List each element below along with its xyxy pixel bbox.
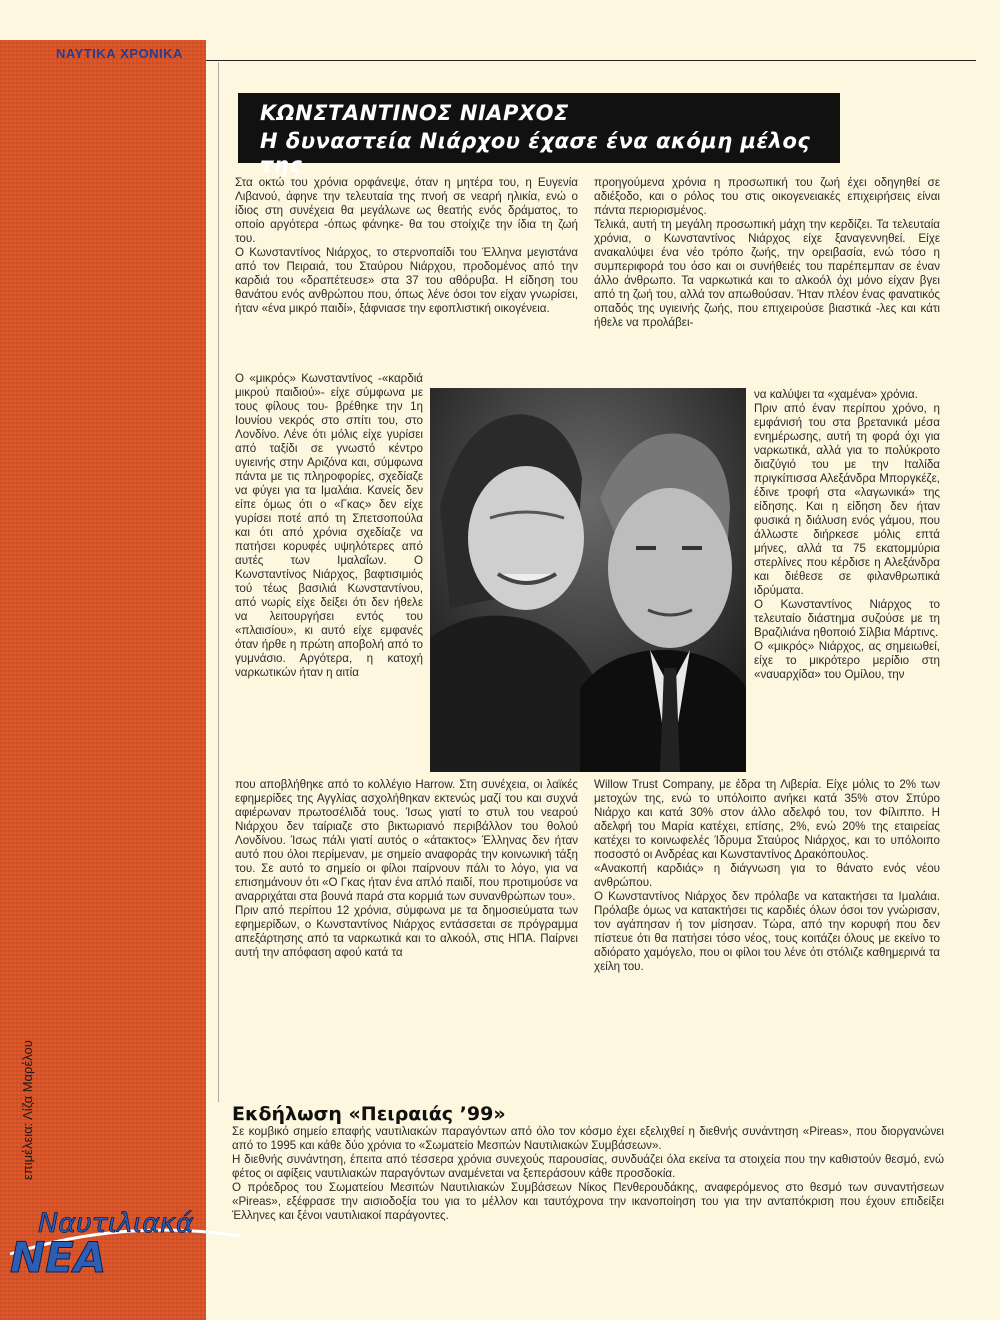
nautiliaka-nea-logo (4, 1198, 244, 1278)
paragraph: να καλύψει τα «χαμένα» χρόνια. (754, 388, 918, 401)
paragraph: Ο Κωνσταντίνος Νιάρχος το τελευταίο διάστημα συζούσε με τη Βραζιλιάνα ηθοποιό Σίλβια Μάρτινς. (754, 598, 940, 639)
event-heading: Εκδήλωση «Πειραιάς ’99» (232, 1103, 506, 1125)
paragraph: Πριν από περίπου 12 χρόνια, σύμφωνα με τα δημοσιεύματα των εφημερίδων, ο Κωνσταντίνος Νιάρχος εντάσσεται σε πρόγραμμα απεξάρτησης από τα ναρκωτικά και το αλκοόλ, στις ΗΠΑ. Παίρνει αυτή την απόφαση αφού κατά τα (235, 904, 578, 959)
paragraph: Ο «μικρός» Νιάρχος, ας σημειωθεί, είχε το μικρότερο μερίδιο στη «ναυαρχίδα» του Ομίλου, την (754, 640, 940, 681)
paragraph: Ο πρόεδρος του Σωματείου Μεσιτών Ναυτιλιακών Συμβάσεων Νίκος Πενθερουδάκης, αναφερόμενος στο θεσμό των συναντήσεων «Pireas», εξέφρασε την αισιοδοξία του για το μέλλον και ταυτόχρονα την ικανοποίηση του για την ανταπόκριση που έχουν επιδείξει Έλληνες και ξένοι ναυτιλιακοί παράγοντες. (232, 1181, 944, 1222)
paragraph: Σε κομβικό σημείο επαφής ναυτιλιακών παραγόντων από όλο τον κόσμο έχει εξελιχθεί η διεθνής συνάντηση «Pireas», που διοργανώνει από το 1995 και κάθε δύο χρόνια το «Σωματείο Μεσιτών Ναυτιλιακών Συμβάσεων». (232, 1125, 944, 1152)
article-title: ΚΩΝΣΤΑΝΤΙΝΟΣ ΝΙΑΡΧΟΣ (260, 101, 569, 125)
paragraph: Ο «μικρός» Κωνσταντίνος -«καρδιά μικρού παιδιού»- είχε σύμφωνα με τους φίλους του- βρέθηκε την 1η Ιουνίου νεκρός στο σπίτι του, στο Λονδίνο. Λένε ότι μόλις είχε γυρίσει από ταξίδι σε γνωστό κέντρο υγιεινής στην Αριζόνα και, σύμφωνα πάντα με τις πληροφορίες, σχεδίαζε να φύγει για τα Ιμαλάια. Κανείς δεν είπε όμως ότι ο «Γκας» δεν είχε γυρίσει ποτέ από τη Σπετσοπούλα και ότι από χρόνια σχεδίαζε να πατήσει κορυφές υψηλότερες από αυτές των Ιμαλαΐων. Ο Κωνσταντίνος Νιάρχος, βαφτισιμιός τού τέως βασιλιά Κωνσταντίνου, από νωρίς είχε δείξει ότι δεν ήθελε να λειτουργήσει εντός του «πλαισίου», κι αυτό είχε εμφανές όταν ήρθε η πρώτη αποβολή από το γυμνάσιο. Αργότερα, η κατοχή ναρκωτικών ήταν η αιτία (235, 372, 423, 679)
paragraph: Τελικά, αυτή τη μεγάλη προσωπική μάχη την κερδίζει. Τα τελευταία χρόνια, ο Κωνσταντίνος Νιάρχος είχε ξαναγεννηθεί. Είχε ανακαλύψει ένα νέο τρόπο ζωής, την ορειβασία, ενώ τόσο η συμπεριφορά του όσο και οι συνήθειές του παρέπεμπαν σε έναν άλλο άνθρωπο. Τα ναρκωτικά και το αλκοόλ όχι μόνο είχαν βγει από τη ζωή του, αλλά τον απωθούσαν. Ήταν πλέον ένας φανατικός οπαδός της υγιεινής ζωής, που επιχειρούσε βιαστικά -λες και κάτι ήθελε να προλάβει- (594, 218, 940, 329)
paragraph: «Ανακοπή καρδιάς» η διάγνωση για το θάνατο ενός νέου ανθρώπου. (594, 862, 940, 889)
paragraph: Στα οκτώ του χρόνια ορφάνεψε, όταν η μητέρα του, η Ευγενία Λιβανού, άφηνε την τελευταία της πνοή σε νεαρή ηλικία, ενώ ο ίδιος στη συνέχεια θα μεγάλωνε ως θεατής ενός δράματος, το οποίο αργότερα -όπως φάνηκε- θα του στοίχιζε την ίδια τη ζωή του. (235, 176, 578, 245)
article-subtitle: Η δυναστεία Νιάρχου έχασε ένα ακόμη μέλος της (260, 129, 811, 177)
paragraph: Ο Κωνσταντίνος Νιάρχος δεν πρόλαβε να κατακτήσει τα Ιμαλάια. Πρόλαβε όμως να κατακτήσει τις καρδιές όλων όσοι τον γνώρισαν, τον αγάπησαν ή τον μίσησαν. Τώρα, από την κορυφή που δεν πίστευε ότι θα πατήσει τόσο νέος, τους κοιτάζει όλους με εκείνο το αδιόρατο χαμόγελο, που οι φίλοι του λένε ότι στόλιζε καθημερινά τα χείλη του. (594, 890, 940, 973)
right-column-top (594, 176, 940, 330)
header-rule (206, 60, 976, 61)
right-column-bottom (594, 778, 940, 974)
article-title-box (238, 93, 840, 177)
niarchos-photo (430, 388, 746, 772)
paragraph: Willow Trust Company, με έδρα τη Λιβερία. Είχε μόλις το 2% των μετοχών της, ενώ το υπόλοιπο ανήκει κατά 35% στον Σπύρο Νιάρχο και κατά 30% στον άλλο αδελφό του, τον Φίλιππο. Η αδελφή του Μαρία κατέχει, επίσης, 2%, ενώ 20% της εταιρείας κατέχει το κοινωφελές Ίδρυμα Σταύρος Νιάρχος, και το υπόλοιπο ποσοστό οι Ανδρέας και Κωνσταντίνος Δρακόπουλος. (594, 778, 940, 861)
event-text (232, 1125, 944, 1223)
paragraph: Ο Κωνσταντίνος Νιάρχος, το στερνοπαίδι του Έλληνα μεγιστάνα από τον Πειραιά, του Σταύρου Νιάρχου, προδομένος από την καρδιά του «δραπέτευσε» στα 37 του αθόρυβα. Η είδηση του θανάτου ενός ανθρώπου που, όπως λένε όσοι τον είχαν γνωρίσει, ήταν «ένα μικρό παιδί», ξάφνιασε την εφοπλιστική οικογένεια. (235, 246, 578, 315)
paragraph: Πριν από έναν περίπου χρόνο, η εμφάνισή του στα βρετανικά μέσα ενημέρωσης, αυτή τη φορά όχι για ναρκωτικά, αλλά για το πολύκροτο διαζύγιό του με την Ιταλίδα πριγκίπισσα Αλεξάνδρα Μποργκέζε, έδινε τροφή στα «λαγωνικά» της είδησης. Και η είδηση δεν ήταν φυσικά η διάλυση ενός γάμου, που άλλωστε διήρκεσε μόλις επτά μήνες, αλλά τα 75 εκατομμύρια στερλίνες που κέρδισε η Αλεξάνδρα και διέθεσε σε φιλανθρωπικά ιδρύματα. (754, 402, 940, 597)
paragraph: που αποβλήθηκε από το κολλέγιο Harrow. Στη συνέχεια, οι λαϊκές εφημερίδες της Αγγλίας ασχολήθηκαν εκτενώς μαζί του και συχνά αφιέρωναν πρωτοσέλιδά τους. Ίσως γιατί το στυλ του νεαρού Νιάρχου δεν ταίριαζε στο βικτωριανό περιβάλλον του θολού Λονδίνου. Ίσως πάλι γιατί αυτός ο «άτακτος» Έλληνας δεν ήταν αυτό που όλοι περίμεναν, με σημείο αναφοράς την κοινωνική τάξη του. Σε αυτό το σημείο οι φίλοι παίρνουν πάλι το λόγο, για να επισημάνουν ότι «Ο Γκας ήταν ένα απλό παιδί, που προτιμούσε να αναρριχάται στα βουνά παρά στα κορμιά των συνανθρώπων του». (235, 778, 578, 903)
left-column-wrap (235, 372, 423, 680)
paragraph: Η διεθνής συνάντηση, έπειτα από τέσσερα χρόνια συνεχούς παρουσίας, συνδυάζει όλα εκείνα τα στοιχεία που την καθιστούν θεσμό, ενώ φέτος οι αφίξεις ναυτιλιακών παραγόντων αναμένεται να ξεπεράσουν κάθε προσδοκία. (232, 1153, 944, 1180)
left-column-bottom (235, 778, 578, 960)
right-column-wrap (754, 388, 940, 682)
column-rule (218, 62, 219, 1102)
logo-word-2: ΝΕΑ (10, 1233, 107, 1278)
paragraph: προηγούμενα χρόνια η προσωπική του ζωή έχει οδηγηθεί σε αδιέξοδο, και ο ρόλος του στις οικογενειακές επιχειρήσεις είναι πάντα περιορισμένος. (594, 176, 940, 217)
editor-credit: επιμέλεια: Λίζα Μαρέλου (20, 1040, 35, 1180)
left-column-top (235, 176, 578, 316)
section-label: ΝΑΥΤΙΚΑ ΧΡΟΝΙΚΑ (56, 46, 183, 61)
logo-word-1: Ναυτιλιακά (38, 1208, 194, 1239)
